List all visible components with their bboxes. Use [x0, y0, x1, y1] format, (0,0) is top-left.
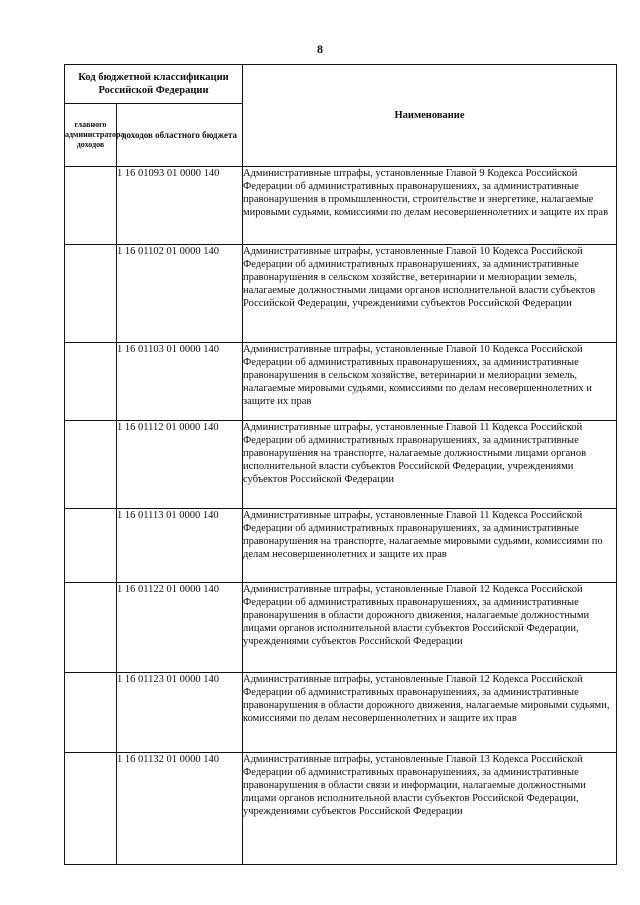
table-row — [65, 167, 617, 245]
admin-code-cell — [65, 421, 117, 509]
name-cell: Административные штрафы, установленные Главой 10 Кодекса Российской Федерации об административных правонарушениях, за административные правонарушения в сельском хозяйстве, ветеринарии и мелиорации земель, налагаемые должностными лицами органов исполнительной власти субъектов Российской Федерации, учреждениями субъектов Российской Федерации — [243, 245, 617, 343]
name-cell: Административные штрафы, установленные Главой 11 Кодекса Российской Федерации об административных правонарушениях, за административные правонарушения на транспорте, налагаемые должностными лицами органов исполнительной власти субъектов Российской Федерации, учреждениями субъектов Российской Федерации — [243, 421, 617, 509]
income-code-cell: 1 16 01132 01 0000 140 — [117, 753, 243, 865]
income-code-cell: 1 16 01093 01 0000 140 — [117, 167, 243, 245]
admin-code-cell — [65, 167, 117, 245]
income-code-cell: 1 16 01122 01 0000 140 — [117, 583, 243, 673]
table-row — [65, 245, 617, 343]
income-code-cell: 1 16 01102 01 0000 140 — [117, 245, 243, 343]
table-row — [65, 673, 617, 753]
table-row — [65, 753, 617, 865]
income-code-cell: 1 16 01103 01 0000 140 — [117, 343, 243, 421]
table-row — [65, 343, 617, 421]
header-row — [65, 65, 617, 104]
header-admin-column: главного администратора доходов — [65, 104, 117, 167]
name-cell: Административные штрафы, установленные Главой 11 Кодекса Российской Федерации об административных правонарушениях, за административные правонарушения на транспорте, налагаемые мировыми судьями, комиссиями по делам несовершеннолетних и защите их прав — [243, 509, 617, 583]
header-income-column: доходов областного бюджета — [117, 104, 243, 167]
admin-code-cell — [65, 673, 117, 753]
admin-code-cell — [65, 583, 117, 673]
admin-code-cell — [65, 509, 117, 583]
page-number: 8 — [317, 42, 323, 56]
header-name: Наименование — [243, 65, 617, 167]
income-code-cell: 1 16 01113 01 0000 140 — [117, 509, 243, 583]
income-code-cell: 1 16 01112 01 0000 140 — [117, 421, 243, 509]
admin-code-cell — [65, 753, 117, 865]
header-classification-code: Код бюджетной классификации Российской Федерации — [65, 65, 243, 104]
name-cell: Административные штрафы, установленные Главой 12 Кодекса Российской Федерации об административных правонарушениях, за административные правонарушения в области дорожного движения, налагаемые должностными лицами органов исполнительной власти субъектов Российской Федерации, учреждениями субъектов Российской Федерации — [243, 583, 617, 673]
name-cell: Административные штрафы, установленные Главой 13 Кодекса Российской Федерации об административных правонарушениях, за административные правонарушения в области связи и информации, налагаемые должностными лицами органов исполнительной власти субъектов Российской Федерации, учреждениями субъектов Российской Федерации — [243, 753, 617, 865]
income-code-cell: 1 16 01123 01 0000 140 — [117, 673, 243, 753]
name-cell: Административные штрафы, установленные Главой 12 Кодекса Российской Федерации об административных правонарушениях, за административные правонарушения в области дорожного движения, налагаемые мировыми судьями, комиссиями по делам несовершеннолетних и защите их прав — [243, 673, 617, 753]
name-cell: Административные штрафы, установленные Главой 9 Кодекса Российской Федерации об административных правонарушениях, за административные правонарушения в промышленности, строительстве и энергетике, налагаемые мировыми судьями, комиссиями по делам несовершеннолетних и защите их прав — [243, 167, 617, 245]
table-row — [65, 509, 617, 583]
admin-code-cell — [65, 343, 117, 421]
name-cell: Административные штрафы, установленные Главой 10 Кодекса Российской Федерации об административных правонарушениях, за административные правонарушения в сельском хозяйстве, ветеринарии и мелиорации земель, налагаемые мировыми судьями, комиссиями по делам несовершеннолетних и защите их прав — [243, 343, 617, 421]
table-row — [65, 583, 617, 673]
admin-code-cell — [65, 245, 117, 343]
budget-classification-table — [64, 64, 617, 865]
table-body — [65, 167, 617, 865]
table-row — [65, 421, 617, 509]
